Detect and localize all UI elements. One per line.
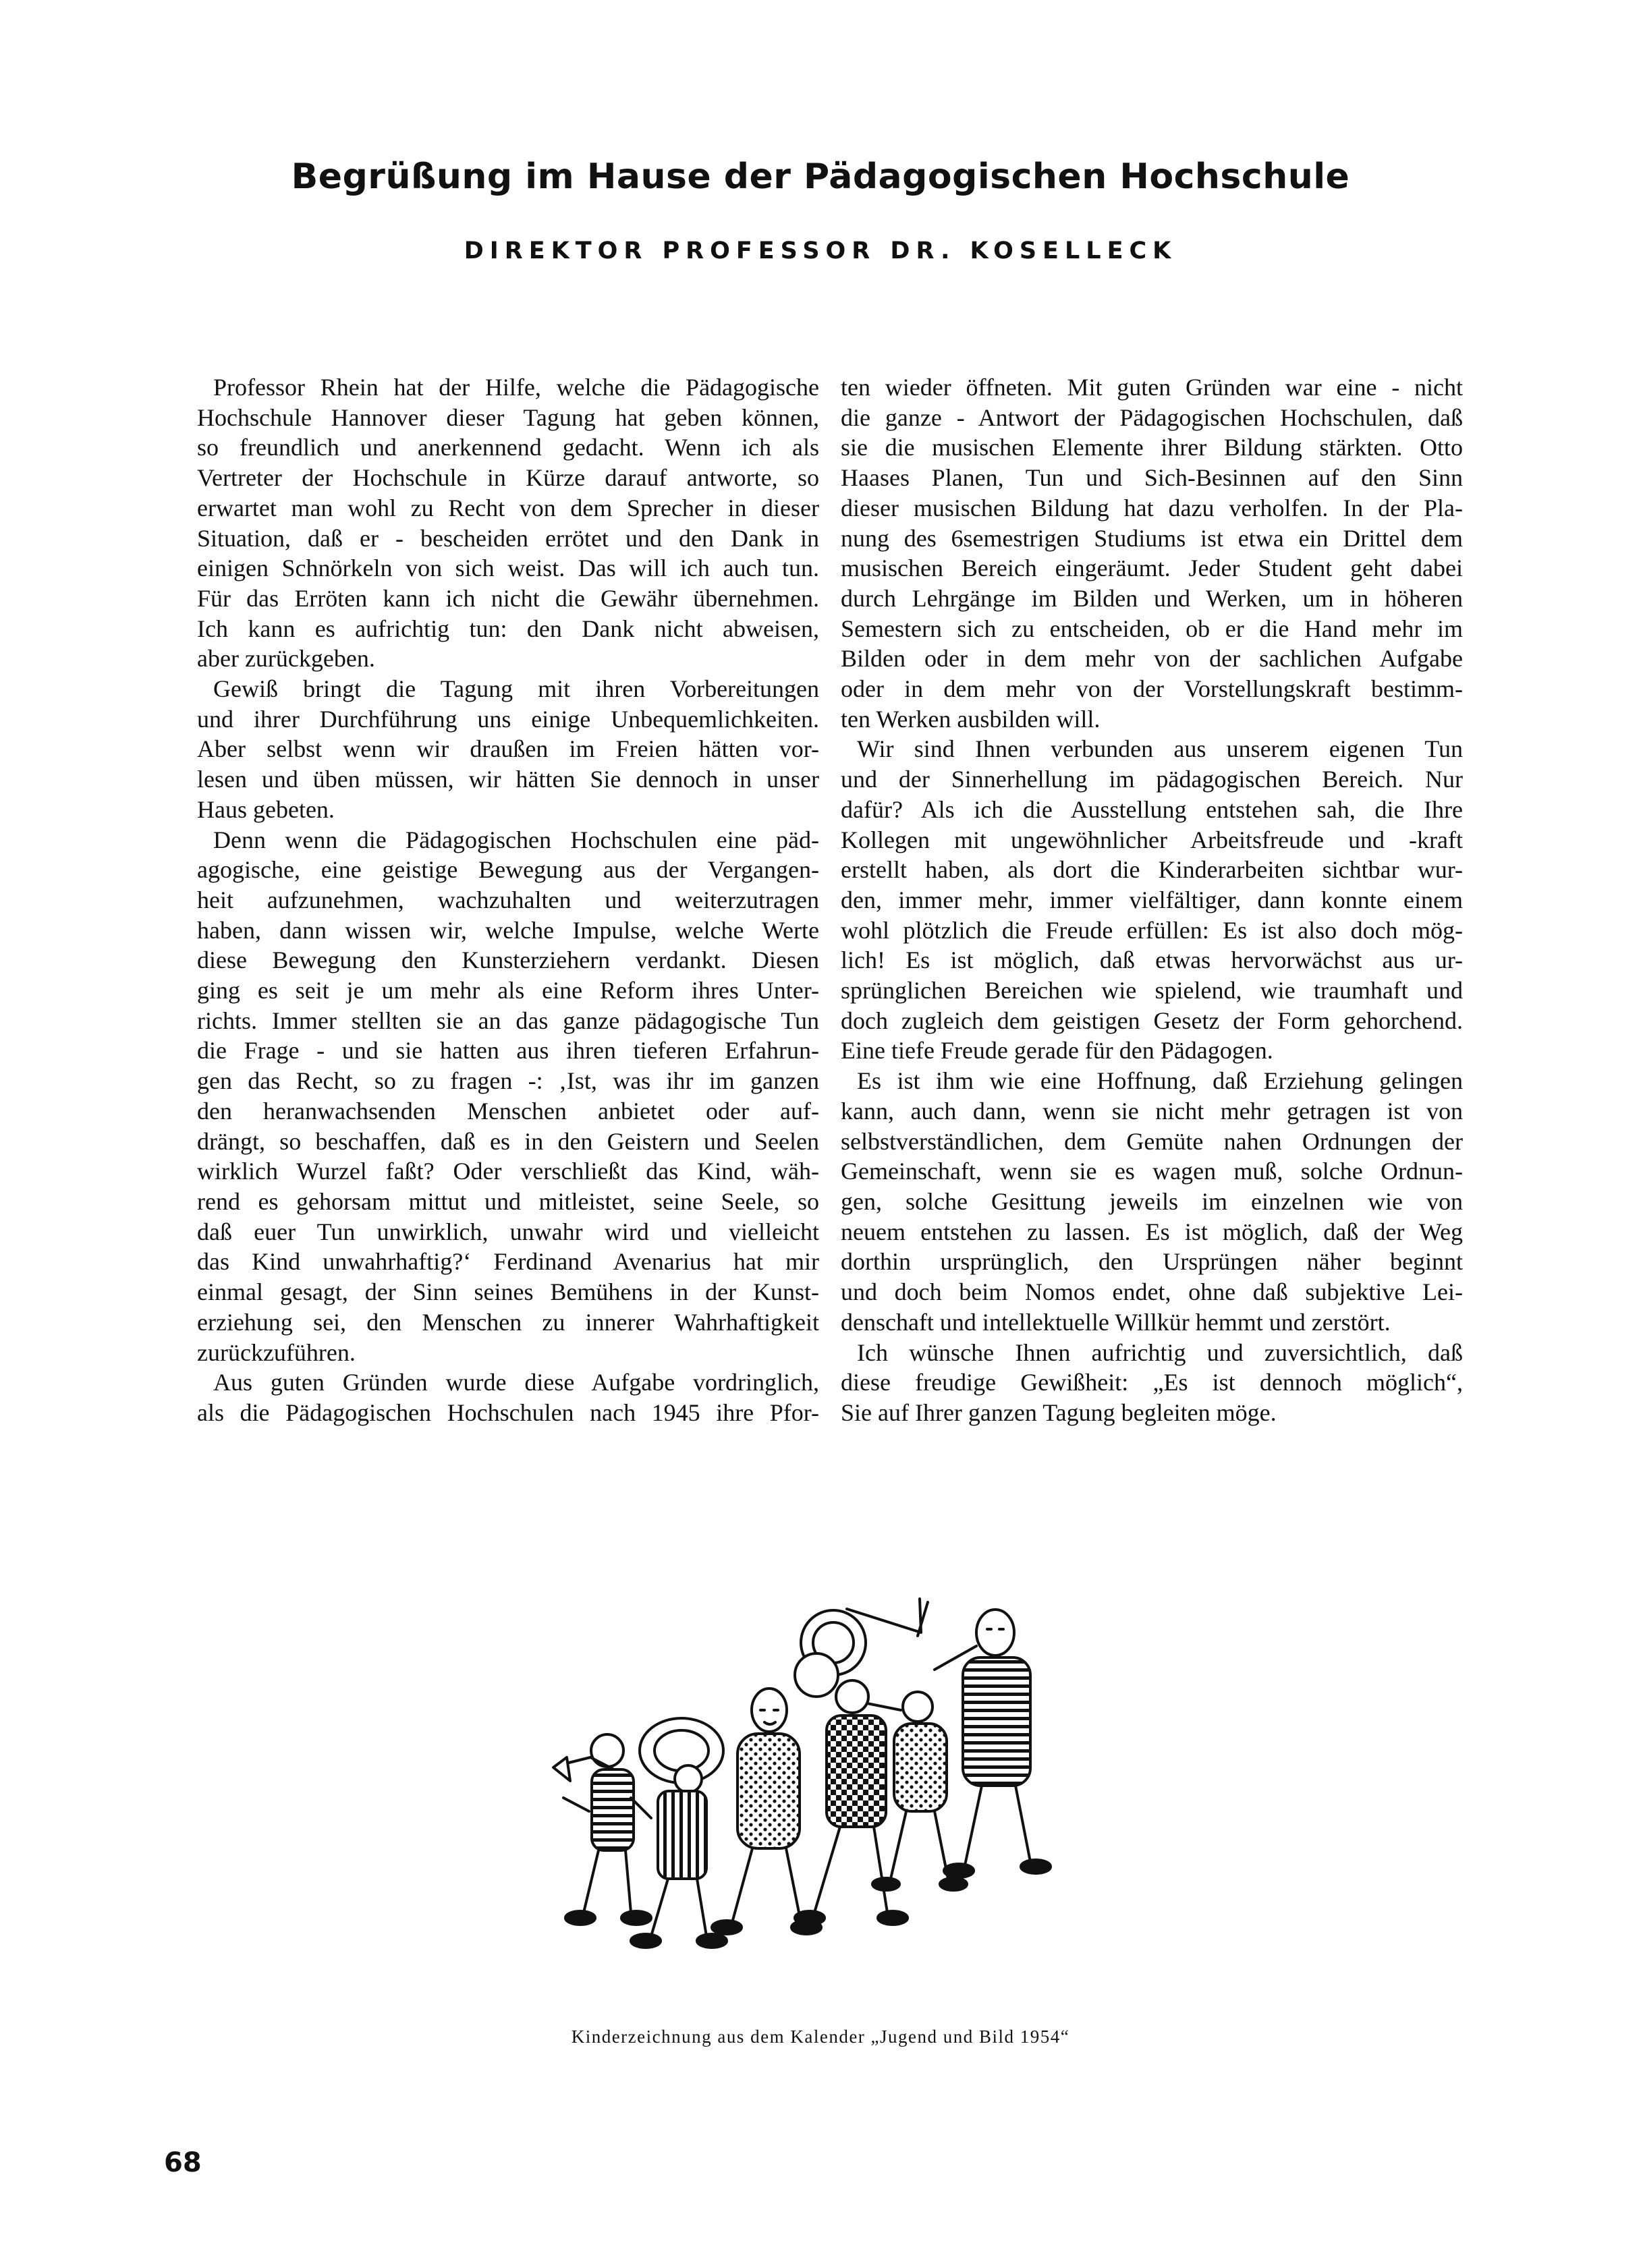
text-column-left <box>197 372 819 1428</box>
text-line: Haus gebeten. <box>197 795 335 823</box>
paragraph <box>841 1338 1463 1428</box>
paragraph <box>197 1367 819 1427</box>
text-line: neuem entstehen zu lassen. Es ist möglich, daß der Weg <box>841 1218 1463 1245</box>
text-line: erstellt haben, als dort die Kinderarbeiten sichtbar wur- <box>841 856 1463 884</box>
text-line: selbstverständlichen, dem Gemüte nahen Ordnungen der <box>841 1127 1463 1155</box>
text-line: Hochschule Hannover dieser Tagung hat geben können, <box>197 403 819 431</box>
text-line: doch zugleich dem geistigen Gesetz der Form gehorchend. <box>841 1007 1463 1034</box>
text-line: Ich wünsche Ihnen aufrichtig und zuversichtlich, daß <box>857 1338 1463 1366</box>
text-line: drängt, so beschaffen, daß es in den Geistern und Seelen <box>197 1127 819 1155</box>
text-line: Denn wenn die Pädagogischen Hochschulen eine päd- <box>213 826 819 853</box>
text-line: Gewiß bringt die Tagung mit ihren Vorbereitungen <box>213 675 819 703</box>
text-line: ging es seit je um mehr als eine Reform ihres Unter- <box>197 977 819 1004</box>
text-column-right <box>841 372 1463 1428</box>
text-line: und der Sinnerhellung im pädagogischen Bereich. Nur <box>841 766 1463 793</box>
text-line: kann, auch dann, wenn sie nicht mehr getragen ist von <box>841 1097 1463 1125</box>
text-line: sie die musischen Elemente ihrer Bildung stärkten. Otto <box>841 434 1463 461</box>
text-line: die ganze - Antwort der Pädagogischen Hochschulen, daß <box>841 403 1463 431</box>
musician-1 <box>553 1734 651 1925</box>
text-line: erwartet man wohl zu Recht von dem Sprecher in dieser <box>197 494 819 521</box>
text-line: Gemeinschaft, wenn sie es wagen muß, solche Ordnun- <box>841 1158 1463 1185</box>
musician-6 <box>935 1610 1051 1877</box>
paragraph <box>197 674 819 825</box>
text-line: haben, dann wissen wir, welche Impulse, welche Werte <box>197 916 819 944</box>
text-line: einigen Schnörkeln von sich weist. Das will ich auch tun. <box>197 555 819 582</box>
text-line: Kollegen mit ungewöhnlicher Arbeitsfreude und -kraft <box>841 826 1463 853</box>
text-line: aber zurückgeben. <box>197 645 375 673</box>
text-line: heit aufzunehmen, wachzuhalten und weiterzutragen <box>197 886 819 913</box>
text-line: lesen und üben müssen, wir hätten Sie dennoch in unser <box>197 766 819 793</box>
text-line: Aber selbst wenn wir draußen im Freien hätten vor- <box>197 735 819 763</box>
text-line: den, immer mehr, immer vielfältiger, dann konnte einem <box>841 886 1463 913</box>
text-line: sprünglichen Bereichen wie spielend, wie traumhaft und <box>841 977 1463 1004</box>
paragraph <box>841 734 1463 1066</box>
text-line: den heranwachsenden Menschen anbietet oder auf- <box>197 1097 819 1125</box>
text-line: Ich kann es aufrichtig tun: den Dank nicht abweisen, <box>197 615 819 642</box>
text-line: lich! Es ist möglich, daß etwas hervorwächst aus ur- <box>841 946 1463 974</box>
text-line: Professor Rhein hat der Hilfe, welche die Pädagogische <box>213 374 819 401</box>
text-line: dorthin ursprünglich, den Ursprüngen näher beginnt <box>841 1248 1463 1276</box>
text-line: Haases Planen, Tun und Sich-Besinnen auf den Sinn <box>841 464 1463 492</box>
musician-3 <box>712 1689 821 1934</box>
illustration-caption: Kinderzeichnung aus dem Kalender „Jugend und Bild 1954“ <box>571 2026 1070 2047</box>
text-line: musischen Bereich eingeräumt. Jeder Student geht dabei <box>841 555 1463 582</box>
text-line: oder in dem mehr von der Vorstellungskraft bestimm- <box>841 675 1463 703</box>
text-line: wohl plötzlich die Freude erfüllen: Es ist also doch mög- <box>841 916 1463 944</box>
text-line: als die Pädagogischen Hochschulen nach 1945 ihre Pfor- <box>197 1398 819 1426</box>
paragraph <box>841 372 1463 734</box>
paragraph <box>197 372 819 674</box>
text-line: Sie auf Ihrer ganzen Tagung begleiten möge. <box>841 1398 1277 1426</box>
text-line: Bilden oder in dem mehr von der sachlichen Aufgabe <box>841 645 1463 673</box>
text-line: diese Bewegung den Kunsterziehern verdankt. Diesen <box>197 946 819 974</box>
text-line: dafür? Als ich die Ausstellung entstehen sah, die Ihre <box>841 795 1463 823</box>
text-line: durch Lehrgänge im Bilden und Werken, um in höheren <box>841 584 1463 612</box>
text-line: zurückzuführen. <box>197 1338 356 1366</box>
text-line: wirklich Wurzel faßt? Oder verschließt das Kind, wäh- <box>197 1158 819 1185</box>
text-line: gen, solche Gesittung jeweils im einzelnen wie von <box>841 1187 1463 1215</box>
text-line: dieser musischen Bildung hat dazu verholfen. In der Pla- <box>841 494 1463 521</box>
text-line: rend es gehorsam mittut und mitleistet, seine Seele, so <box>197 1187 819 1215</box>
text-line: diese freudige Gewißheit: „Es ist dennoch möglich“, <box>841 1369 1463 1396</box>
text-line: die Frage - und sie hatten aus ihren tieferen Erfahrun- <box>197 1037 819 1065</box>
text-line: Semestern sich zu entscheiden, ob er die Hand mehr im <box>841 615 1463 642</box>
text-line: erziehung sei, den Menschen zu innerer Wahrhaftigkeit <box>197 1308 819 1336</box>
text-line: das Kind unwahrhaftig?‘ Ferdinand Avenarius hat mir <box>197 1248 819 1276</box>
text-line: denschaft und intellektuelle Willkür hemmt und zerstört. <box>841 1308 1391 1336</box>
text-line: nung des 6semestrigen Studiums ist etwa ein Drittel dem <box>841 524 1463 552</box>
text-line: einmal gesagt, der Sinn seines Bemühens in der Kunst- <box>197 1278 819 1306</box>
text-line: so freundlich und anerkennend gedacht. Wenn ich als <box>197 434 819 461</box>
text-line: Eine tiefe Freude gerade für den Pädagogen. <box>841 1037 1273 1065</box>
author-line: DIREKTOR PROFESSOR DR. KOSELLECK <box>464 237 1177 264</box>
text-line: Wir sind Ihnen verbunden aus unserem eigenen Tun <box>857 735 1463 763</box>
text-line: gen das Recht, so zu fragen -: ‚Ist, was ihr im ganzen <box>197 1067 819 1095</box>
paragraph <box>841 1066 1463 1337</box>
text-line: Vertreter der Hochschule in Kürze darauf antworte, so <box>197 464 819 492</box>
page-number: 68 <box>164 2147 202 2178</box>
text-line: ten wieder öffneten. Mit guten Gründen war eine - nicht <box>841 374 1463 401</box>
text-line: und doch beim Nomos endet, ohne daß subjektive Lei- <box>841 1278 1463 1306</box>
text-line: daß euer Tun unwirklich, unwahr wird und vielleicht <box>197 1218 819 1245</box>
text-line: Für das Erröten kann ich nicht die Gewähr übernehmen. <box>197 584 819 612</box>
text-line: agogische, eine geistige Bewegung aus der Vergangen- <box>197 856 819 884</box>
text-line: Situation, daß er - bescheiden errötet und den Dank in <box>197 524 819 552</box>
text-line: richts. Immer stellten sie an das ganze pädagogische Tun <box>197 1007 819 1034</box>
child-drawing-marching-band <box>550 1595 1066 1970</box>
paragraph <box>197 825 819 1368</box>
text-line: Aus guten Gründen wurde diese Aufgabe vordringlich, <box>213 1369 819 1396</box>
page-title: Begrüßung im Hause der Pädagogischen Hochschule <box>291 157 1350 197</box>
text-line: Es ist ihm wie eine Hoffnung, daß Erziehung gelingen <box>857 1067 1463 1095</box>
text-line: und ihrer Durchführung uns einige Unbequemlichkeiten. <box>197 705 819 733</box>
text-line: ten Werken ausbilden will. <box>841 705 1101 733</box>
